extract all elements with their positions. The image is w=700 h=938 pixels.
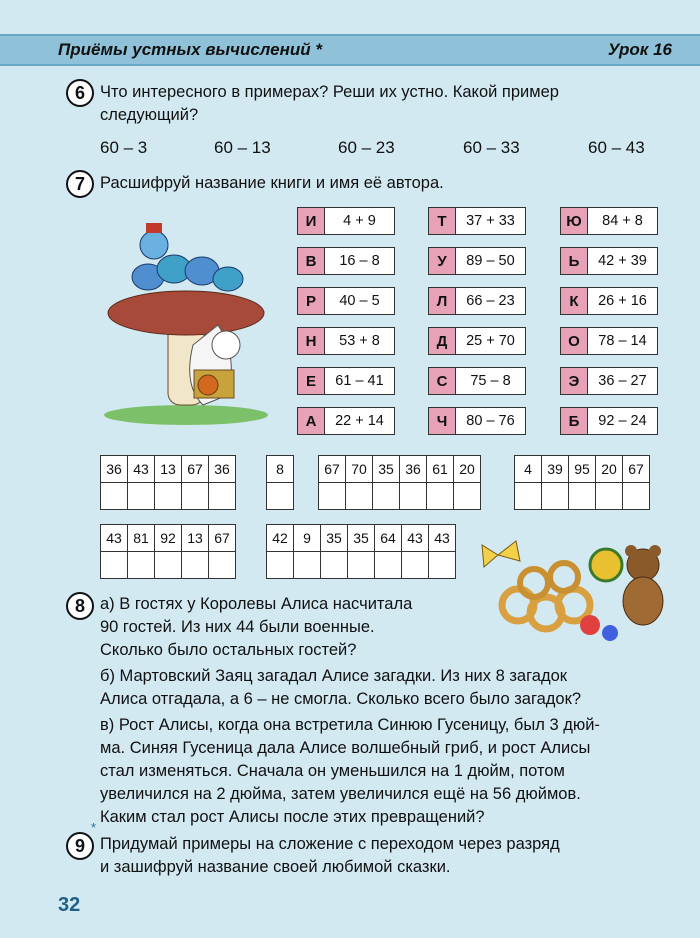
grid-code: 36 [400,456,427,483]
grid-code: 4 [515,456,542,483]
answer-cell[interactable] [400,483,427,510]
decode-grid [266,524,456,579]
cipher-letter: Т [428,207,456,235]
grid-code: 64 [375,525,402,552]
cipher-expression: 80 – 76 [456,407,526,435]
cipher-expression: 16 – 8 [325,247,395,275]
answer-cell[interactable] [454,483,481,510]
cipher-expression: 92 – 24 [588,407,658,435]
grid-code: 35 [373,456,400,483]
cipher-letter: Р [297,287,325,315]
decode-grid [266,455,294,510]
task9-line2: и зашифруй название своей любимой сказки. [100,858,451,876]
grid-code: 35 [348,525,375,552]
grid-code: 67 [623,456,650,483]
cipher-letter: Ь [560,247,588,275]
answer-cell[interactable] [346,483,373,510]
answer-cell[interactable] [623,483,650,510]
cipher-expression: 4 + 9 [325,207,395,235]
task6-expression: 60 – 43 [588,138,645,157]
grid-code: 13 [155,456,182,483]
task-number-7: 7 [66,170,94,198]
cipher-letter: Л [428,287,456,315]
task-number-9: 9 [66,832,94,860]
page-number: 32 [58,894,81,916]
answer-cell[interactable] [128,483,155,510]
cipher-expression: 75 – 8 [456,367,526,395]
answer-cell[interactable] [101,483,128,510]
task8-c-line3: стал изменяться. Сначала он уменьшился на 1 дюйм, потом [100,762,565,780]
grid-code: 8 [267,456,294,483]
cipher-letter: Б [560,407,588,435]
answer-cell[interactable] [569,483,596,510]
task8-c-line4: увеличился на 2 дюйма, затем увеличился ещё на 56 дюймов. [100,785,581,803]
grid-code: 43 [101,525,128,552]
grid-code: 43 [402,525,429,552]
answer-cell[interactable] [402,552,429,579]
cipher-letter: В [297,247,325,275]
cipher-expression: 89 – 50 [456,247,526,275]
task8-a-line2: 90 гостей. Из них 44 были военные. [100,618,375,636]
grid-code: 39 [542,456,569,483]
answer-cell[interactable] [267,483,294,510]
task6-text-line2: следующий? [100,106,199,124]
cipher-expression: 36 – 27 [588,367,658,395]
grid-code: 36 [101,456,128,483]
grid-code: 92 [155,525,182,552]
grid-code: 35 [321,525,348,552]
decode-grid [514,455,650,510]
task6-expression: 60 – 33 [463,138,520,157]
cipher-expression: 61 – 41 [325,367,395,395]
decode-grid [100,455,236,510]
cipher-letter: Ю [560,207,588,235]
answer-cell[interactable] [348,552,375,579]
task7-text: Расшифруй название книги и имя её автора. [100,174,444,192]
grid-code: 42 [267,525,294,552]
answer-cell[interactable] [182,483,209,510]
decode-grid [100,524,236,579]
task8-c-line2: ма. Синяя Гусеница дала Алисе волшебный гриб, и рост Алисы [100,739,591,757]
answer-cell[interactable] [542,483,569,510]
task8-b-line1: б) Мартовский Заяц загадал Алисе загадки. Из них 8 загадок [100,667,567,685]
lesson-topic: Приёмы устных вычислений * [58,40,322,59]
grid-code: 67 [319,456,346,483]
grid-code: 20 [596,456,623,483]
task8-a-line1: а) В гостях у Королевы Алиса насчитала [100,595,413,613]
grid-code: 43 [128,456,155,483]
task8-a-line3: Сколько было остальных гостей? [100,641,357,659]
task9-line1: Придумай примеры на сложение с переходом через разряд [100,835,560,853]
answer-cell[interactable] [319,483,346,510]
task6-expression: 60 – 23 [338,138,395,157]
task-number-6: 6 [66,79,94,107]
answer-cell[interactable] [427,483,454,510]
grid-code: 9 [294,525,321,552]
grid-code: 13 [182,525,209,552]
cipher-expression: 37 + 33 [456,207,526,235]
grid-code: 67 [209,525,236,552]
cipher-expression: 53 + 8 [325,327,395,355]
answer-cell[interactable] [209,552,236,579]
cipher-expression: 42 + 39 [588,247,658,275]
cipher-letter: Н [297,327,325,355]
grid-code: 36 [209,456,236,483]
task8-c-line5: Каким стал рост Алисы после этих превращений? [100,808,485,826]
answer-cell[interactable] [515,483,542,510]
cipher-letter: С [428,367,456,395]
caterpillar-rabbit-illustration [98,205,273,430]
cipher-letter: Ч [428,407,456,435]
answer-cell[interactable] [209,483,236,510]
cipher-letter: Д [428,327,456,355]
cipher-letter: Э [560,367,588,395]
cipher-expression: 25 + 70 [456,327,526,355]
answer-cell[interactable] [101,552,128,579]
cipher-letter: Е [297,367,325,395]
task8-b-line2: Алиса отгадала, а 6 – не смогла. Сколько всего было загадок? [100,690,581,708]
cipher-expression: 26 + 16 [588,287,658,315]
cipher-expression: 66 – 23 [456,287,526,315]
cipher-expression: 84 + 8 [588,207,658,235]
lesson-header [0,34,700,66]
answer-cell[interactable] [429,552,456,579]
cipher-letter: К [560,287,588,315]
pretzels-toys-illustration [478,525,668,645]
cipher-expression: 22 + 14 [325,407,395,435]
cipher-letter: О [560,327,588,355]
answer-cell[interactable] [155,552,182,579]
grid-code: 81 [128,525,155,552]
answer-cell[interactable] [596,483,623,510]
grid-code: 43 [429,525,456,552]
task-number-8: 8 [66,592,94,620]
cipher-letter: А [297,407,325,435]
task6-expression: 60 – 13 [214,138,271,157]
answer-cell[interactable] [375,552,402,579]
answer-cell[interactable] [373,483,400,510]
grid-code: 70 [346,456,373,483]
task8-c-line1: в) Рост Алисы, когда она встретила Синюю Гусеницу, был 3 дюй- [100,716,600,734]
grid-code: 61 [427,456,454,483]
answer-cell[interactable] [182,552,209,579]
answer-cell[interactable] [294,552,321,579]
difficulty-star: * [91,820,97,835]
lesson-number: Урок 16 [607,40,672,59]
cipher-expression: 40 – 5 [325,287,395,315]
answer-cell[interactable] [321,552,348,579]
cipher-expression: 78 – 14 [588,327,658,355]
answer-cell[interactable] [267,552,294,579]
grid-code: 20 [454,456,481,483]
decode-grid [318,455,481,510]
task6-expression: 60 – 3 [100,138,148,157]
grid-code: 67 [182,456,209,483]
task6-text-line1: Что интересного в примерах? Реши их устно. Какой пример [100,83,559,101]
grid-code: 95 [569,456,596,483]
cipher-letter: У [428,247,456,275]
answer-cell[interactable] [155,483,182,510]
cipher-letter: И [297,207,325,235]
answer-cell[interactable] [128,552,155,579]
